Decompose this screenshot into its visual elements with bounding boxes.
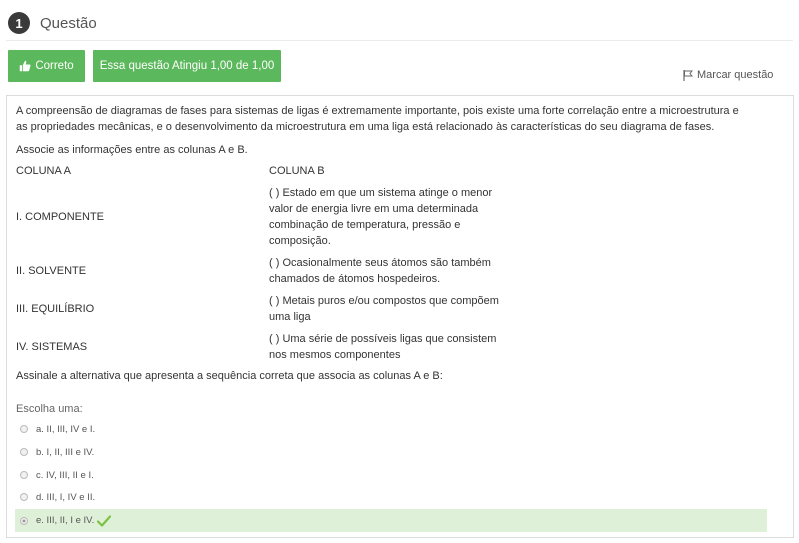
question-content-box xyxy=(6,95,794,538)
intro-paragraph xyxy=(16,103,776,135)
column-a-item: II. SOLVENTE xyxy=(16,265,87,277)
header-divider xyxy=(6,40,793,41)
question-header xyxy=(6,8,793,38)
choose-one-label: Escolha uma: xyxy=(16,403,83,415)
column-b-line: ( ) Ocasionalmente seus átomos são também xyxy=(269,257,491,269)
answer-option-label[interactable]: b. I, II, III e IV. xyxy=(36,446,95,458)
intro-line-2: as propriedades mecânicas, e o desenvolvimento da microestrutura em uma liga está relacionado às características do seu diagrama de fases. xyxy=(16,121,715,133)
column-b-line: ( ) Metais puros e/ou compostos que compõem xyxy=(269,295,499,307)
answer-option-b[interactable] xyxy=(15,442,767,462)
column-b-line: nos mesmos componentes xyxy=(269,349,401,361)
column-b-line: ( ) Estado em que um sistema atinge o menor xyxy=(269,187,493,199)
column-b-line: valor de energia livre em uma determinada xyxy=(269,203,479,215)
answer-option-e-selected[interactable] xyxy=(15,509,767,532)
flag-question-link[interactable] xyxy=(683,69,773,81)
correct-status-button xyxy=(8,50,85,82)
answer-option-label[interactable]: a. II, III, IV e I. xyxy=(36,423,96,435)
column-b-item xyxy=(269,255,509,287)
radio-button[interactable] xyxy=(20,425,28,433)
column-b-line: combinação de temperatura, pressão e xyxy=(269,219,461,231)
column-a-item: I. COMPONENTE xyxy=(16,211,105,223)
radio-button[interactable] xyxy=(20,448,28,456)
column-b-item xyxy=(269,293,509,325)
intro-line-1: A compreensão de diagramas de fases para sistemas de ligas é extremamente importante, pois existe uma forte correlação entre a microestrutura e xyxy=(16,105,739,117)
column-b-line: chamados de átomos hospedeiros. xyxy=(269,273,441,285)
checkmark-icon xyxy=(97,515,111,527)
flag-question-label[interactable]: Marcar questão xyxy=(697,69,774,81)
column-a-item: III. EQUILÍBRIO xyxy=(16,303,95,315)
column-b-item xyxy=(269,331,509,363)
column-b-line: ( ) Uma série de possíveis ligas que consistem xyxy=(269,333,497,345)
answer-option-a[interactable] xyxy=(15,419,767,439)
score-label: Essa questão Atingiu 1,00 de 1,00 xyxy=(99,60,275,72)
radio-button-selected[interactable] xyxy=(20,517,28,525)
answer-option-label[interactable]: c. IV, III, II e I. xyxy=(36,469,94,481)
answer-option-label[interactable]: e. III, II, I e IV. xyxy=(36,515,95,526)
answer-instruction: Assinale a alternativa que apresenta a sequência correta que associa as colunas A e B: xyxy=(16,370,443,382)
column-b-item xyxy=(269,185,509,249)
flag-icon xyxy=(683,70,693,81)
answer-option-label[interactable]: d. III, I, IV e II. xyxy=(36,491,96,503)
answer-option-d[interactable] xyxy=(15,487,767,507)
column-a-item: IV. SISTEMAS xyxy=(16,341,88,353)
radio-button[interactable] xyxy=(20,493,28,501)
question-number-badge: 1 xyxy=(8,12,30,34)
correct-status-label: Correto xyxy=(35,60,74,72)
question-label: Questão xyxy=(40,14,97,32)
score-button xyxy=(93,50,281,82)
column-b-line: uma liga xyxy=(269,311,311,323)
column-b-header: COLUNA B xyxy=(269,165,325,177)
column-b-line: composição. xyxy=(269,235,331,247)
radio-button[interactable] xyxy=(20,471,28,479)
associate-instruction: Associe as informações entre as colunas A e B. xyxy=(16,144,248,156)
thumbs-up-icon xyxy=(19,60,31,72)
column-a-header: COLUNA A xyxy=(16,165,72,177)
answer-option-c[interactable] xyxy=(15,465,767,485)
